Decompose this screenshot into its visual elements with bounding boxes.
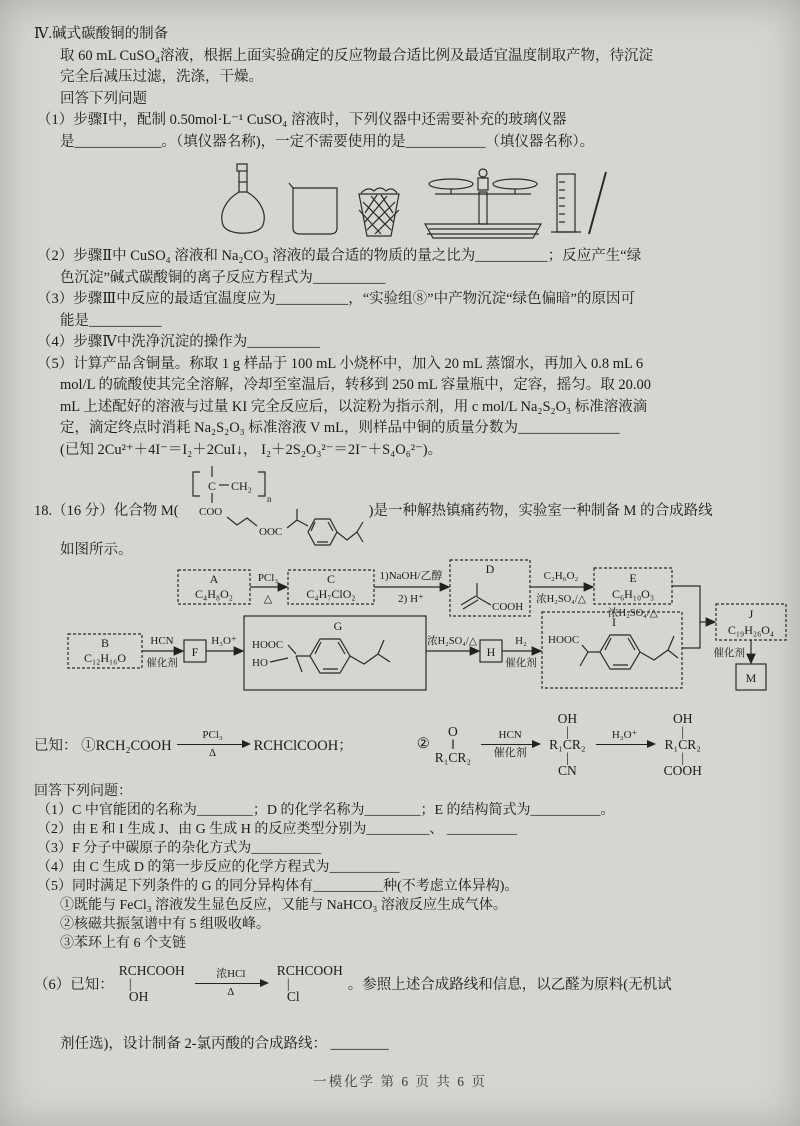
svg-text:J: J [748,607,754,621]
arrow-f-to-g [206,635,242,651]
as-shown-label: 如图所示。 [60,542,133,558]
condition-line: ③苯环上有 6 个支链 [60,936,186,951]
box-m [736,664,766,690]
question-line: （2）由 E 和 I 生成 J、由 G 生成 H 的反应类型分别为_________、 __________ [37,822,517,837]
svg-text:1)NaOH/乙醇: 1)NaOH/乙醇 [379,570,443,582]
section-4 [34,24,784,153]
question-line: 能是__________ [60,312,162,329]
q18-stem-pre: 18.（16 分）化合物 M( [34,502,179,519]
svg-text:HO: HO [252,657,268,669]
box-i [542,612,682,688]
question-line: 定，滴定终点时消耗 Na₂S₂O₃ 标准溶液 V mL，则样品中铜的质量分数为______________ [60,420,620,436]
reaction-arrow [177,729,249,760]
compound-m-structure [179,462,369,556]
q18-stem-post: )是一种解热镇痛药物，实验室一种制备 M 的合成路线 [368,502,713,519]
question-line: （3）步骤Ⅲ中反应的最适宜温度应为__________，“实验组⑧”中产物沉淀“绿色偏暗”的原因可 [37,291,635,307]
m-carbon-label: C [207,479,216,493]
volumetric-flask-icon [222,164,264,233]
svg-text:D: D [485,562,495,576]
svg-text:浓H₂SO₄/△: 浓H₂SO₄/△ [427,636,477,647]
reaction-arrow: 浓HCl Δ [195,968,267,999]
arrow-line [596,744,654,745]
svg-text:HCN: HCN [150,635,174,647]
arrow-c-to-d [374,568,448,605]
question-line: （4）步骤Ⅳ中洗净沉淀的操作为__________ [37,334,320,350]
synthesis-flowchart [48,552,796,709]
answer-prompt: 回答下列问题 [60,90,147,107]
arrow-bottom-label: Δ [209,746,217,759]
q18-stem [34,462,794,556]
known-reactions [34,706,707,782]
beaker-icon [289,183,337,234]
question-line: （5）计算产品含铜量。称取 1 g 样品于 100 mL 小烧杯中，加入 20 mL 蒸馏水，再加入 0.8 mL 6 [37,355,644,372]
svg-text:催化剂: 催化剂 [146,658,178,669]
question-line: 是____________。（填仪器名称)，一定不需要使用的是___________（填仪器名称）。 [60,133,595,150]
crucible-icon [359,188,399,236]
arrow-top-label: PCl₃ [202,728,223,741]
svg-text:C₄H₇ClO₂: C₄H₇ClO₂ [306,587,356,601]
q6-row [34,952,672,1014]
arrow-line [195,983,267,984]
condition-line: ②核磁共振氢谱中有 5 组吸收峰。 [60,917,270,932]
svg-text:△: △ [263,593,273,605]
question-line: （1）C 中官能团的名称为________；D 的化学名称为________；E 的结构简式为__________。 [37,803,615,818]
section-4-questions [34,246,789,461]
condition-line: ①既能与 FeCl₃ 溶液发生显色反应，又能与 NaHCO₃ 溶液反应生成气体。 [60,898,507,913]
m-subscript-n: n [266,494,272,504]
balance-icon [425,169,541,238]
svg-text:C: C [326,572,336,586]
svg-text:H: H [486,645,496,659]
known-result: RCHClCOOH； [253,737,353,754]
arrow-j-to-m [714,640,752,662]
box-f [184,640,206,662]
arrow-h-to-i [502,635,540,669]
answer-prompt: 回答下列问题： [34,784,132,799]
box-c [288,570,374,604]
m-ooc-label: OOC [258,526,282,538]
intro-line: 完全后减压过滤，洗涤，干燥。 [60,69,263,85]
svg-text:PCl₃: PCl₃ [257,572,279,584]
question-line: mol/L 的硫酸使其完全溶解，冷却至室温后，转移到 250 mL 容量瓶中，定容，摇匀。取 20.00 [60,377,651,393]
box-a [178,570,250,604]
svg-text:H₂: H₂ [515,635,527,647]
q18-questions [34,782,789,953]
box-h [480,640,502,662]
svg-text:I: I [612,615,616,629]
arrow-d-to-e [530,570,592,605]
svg-text:C₄H₈O₂: C₄H₈O₂ [195,587,233,601]
lactic-structure: RCHCOOH | OH [118,962,185,1004]
ketone-structure: O ‖ R₁CR₂ [434,723,472,765]
box-j [716,604,786,640]
box-b [68,634,142,668]
svg-text:H₃O⁺: H₃O⁺ [211,635,237,647]
svg-text:HOOC: HOOC [548,634,580,646]
box-d [450,560,530,616]
apparatus-figure [213,162,608,251]
arrow-b-to-f [142,635,182,669]
reaction-arrow: H₃O⁺ [596,729,654,760]
svg-text:HOOC: HOOC [252,639,284,651]
glass-rod-icon [589,172,606,234]
box-e [594,568,672,604]
svg-text:2) H⁺: 2) H⁺ [398,593,424,605]
question-line: （5）同时满足下列条件的 G 的同分异构体有__________种(不考虑立体异构)。 [37,879,519,894]
arrow-line [177,744,249,745]
svg-text:COOH: COOH [492,601,524,613]
svg-text:F: F [191,645,199,659]
m-ch2-label: CH₂ [230,479,252,493]
box-g [244,616,426,690]
known-prefix: 已知： ①RCH₂COOH [34,737,172,754]
q6-suffix: 。参照上述合成路线和信息，以乙醛为原料(无机试 [347,976,672,993]
svg-text:C₁₂H₁₆O: C₁₂H₁₆O [83,651,127,665]
intro-line: 取 60 mL CuSO₄溶液，根据上面实验确定的反应物最合适比例及最适宜温度制取产物，待沉淀 [60,47,653,64]
page-footer: 一模化学 第 6 页 共 6 页 [313,1074,487,1089]
known2-label: ② [416,735,430,752]
chloro-structure: RCHCOOH | Cl [276,962,343,1004]
reaction-arrow: HCN 催化剂 [481,729,539,760]
svg-text:浓H₂SO₄/△: 浓H₂SO₄/△ [536,594,586,605]
polymer-bracket [193,472,265,496]
question-line: （1）步骤Ⅰ中，配制 0.50mol·L⁻¹ CuSO₄ 溶液时，下列仪器中还需要补充的玻璃仪器 [37,112,567,128]
svg-text:M: M [745,671,757,685]
q6-prefix: （6）已知： [34,976,114,993]
question-line: （2）步骤Ⅱ中 CuSO₄ 溶液和 Na₂CO₃ 溶液的最合适的物质的量之比为__________；反应产生“绿 [37,248,642,264]
svg-text:C₁₉H₂₆O₄: C₁₉H₂₆O₄ [727,623,775,637]
section-title: Ⅳ.碱式碳酸铜的制备 [34,26,169,42]
svg-text:G: G [333,619,343,633]
arrow-a-to-c [250,572,286,605]
graduated-cylinder-icon [551,174,581,232]
q6-line2: 剂任选)，设计制备 2-氯丙酸的合成路线： ________ [60,1036,389,1052]
svg-text:浓H₂SO₄/△: 浓H₂SO₄/△ [608,608,658,619]
svg-text:催化剂: 催化剂 [505,658,537,669]
cyanohydrin-structure: OH | R₁CR₂ | CN [549,710,586,778]
arrow-g-to-h [426,634,478,651]
question-line: 色沉淀”碱式碳酸铜的离子反应方程式为__________ [60,269,386,286]
equation-line: (已知 2Cu²⁺＋4I⁻＝I₂＋2CuI↓， I₂＋2S₂O₃²⁻＝2I⁻＋S₄O₆²⁻)。 [60,441,443,458]
svg-text:A: A [209,572,219,586]
m-coo-label: COO [198,506,222,518]
hydroxy-acid-structure: OH | R₁CR₂ | COOH [663,710,702,778]
svg-text:C₂H₆O₂: C₂H₆O₂ [543,570,579,582]
svg-text:催化剂: 催化剂 [713,648,745,659]
question-line: （4）由 C 生成 D 的第一步反应的化学方程式为__________ [37,860,400,875]
question-line: （3）F 分子中碳原子的杂化方式为__________ [37,841,322,856]
arrow-line [481,744,539,745]
svg-text:B: B [100,636,110,650]
svg-text:C₆H₁₀O₃: C₆H₁₀O₃ [611,587,655,601]
svg-text:E: E [629,571,637,585]
question-line: mL 上述配好的溶液与过量 KI 完全反应后，以淀粉为指示剂，用 c mol/L Na₂S₂O₃ 标准溶液滴 [60,398,648,415]
